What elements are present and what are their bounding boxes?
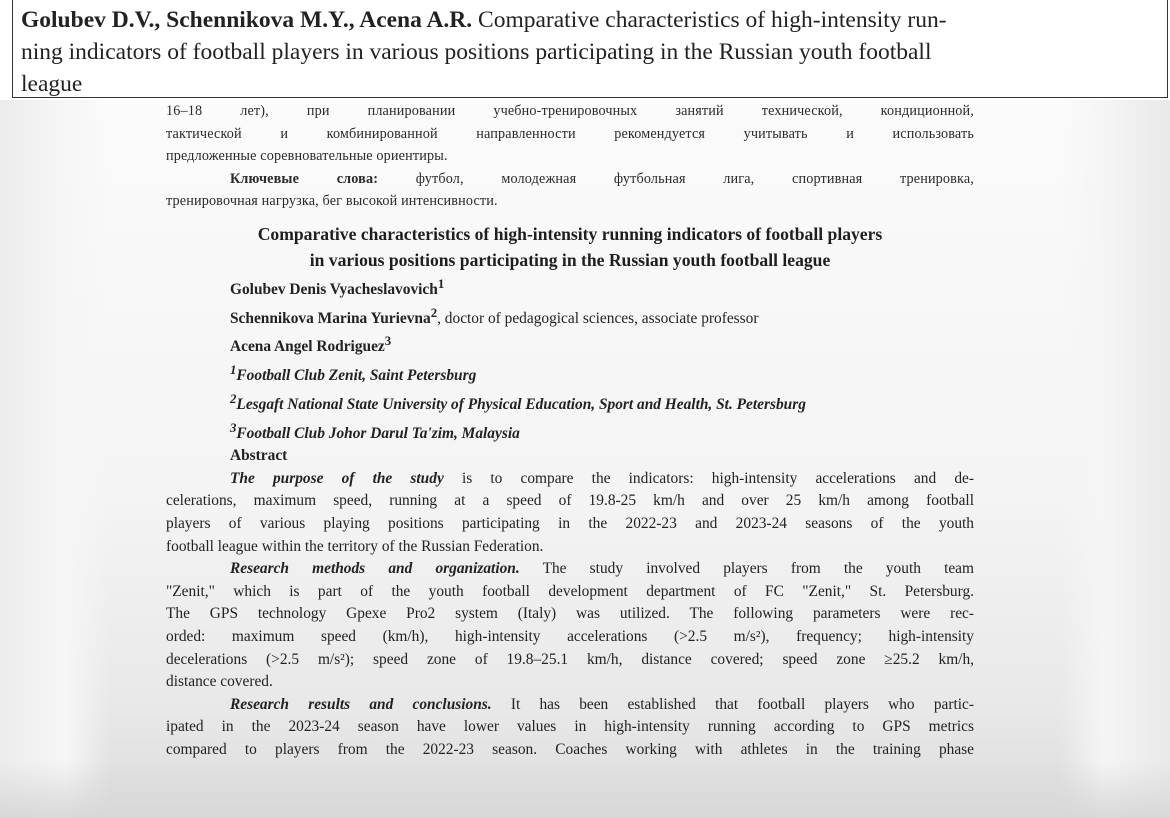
bottom-shadow	[0, 760, 1170, 818]
author-3	[230, 330, 974, 359]
purpose-text-1: is to compare the indicators: high-intensity accelerations and de-	[443, 469, 974, 487]
author-3-name: Acena Angel Rodriguez	[230, 338, 385, 356]
author-2-desc: , doctor of pedagogical sciences, associate professor	[437, 309, 759, 327]
purpose-line-2: celerations, maximum speed, running at a speed of 19.8-25 km/h and over 25 km/h among football	[166, 492, 974, 510]
author-1-name: Golubev Denis Vyacheslavovich	[230, 281, 438, 299]
left-shadow	[0, 100, 110, 818]
paper-title-line-1: Comparative characteristics of high-intensity running indicators of football players	[257, 223, 883, 244]
ru-keywords-label: Ключевые слова:	[230, 170, 379, 187]
paper-title-line-2: in various positions participating in the Russian youth football league	[309, 249, 831, 270]
affiliation-3	[230, 417, 974, 446]
author-2	[230, 302, 974, 331]
paper-title	[166, 221, 974, 273]
author-3-sup: 3	[384, 334, 392, 349]
caption-line-1	[21, 4, 1167, 36]
author-1-sup: 1	[437, 276, 445, 291]
results-label: Research results and conclusions.	[230, 695, 492, 713]
methods-line-1	[166, 558, 974, 581]
abstract-heading: Abstract	[230, 447, 288, 465]
caption-line-2: ning indicators of football players in various positions participating in the Russian youth football	[21, 39, 932, 65]
affiliation-2-text: Lesgaft National State University of Physical Education, Sport and Health, St. Petersburg	[236, 395, 806, 413]
purpose-label: The purpose of the study	[230, 469, 444, 487]
ru-keywords-line-2: тренировочная нагрузка, бег высокой интенсивности.	[166, 193, 498, 210]
methods-line-2: "Zenit," which is part of the youth football development department of FC "Zenit," St. Petersburg.	[166, 582, 974, 600]
paper-page	[166, 100, 974, 762]
affiliation-1	[230, 359, 974, 388]
methods-line-3: The GPS technology Gpexe Pro2 system (Italy) was utilized. The following parameters were rec-	[166, 605, 974, 623]
ru-abstract-line-1: 16–18 лет), при планировании учебно-тренировочных занятий технической, кондиционной,	[166, 103, 974, 119]
author-2-sup: 2	[430, 305, 438, 320]
methods-line-5: decelerations (>2.5 m/s²); speed zone of 19.8–25.1 km/h, distance covered; speed zone ≥25.2 km/h,	[166, 650, 974, 668]
ru-abstract-line-2: тактической и комбинированной направленности рекомендуется учитывать и использовать	[166, 125, 974, 142]
methods-label: Research methods and organization.	[230, 560, 520, 578]
results-text-1: It has been established that football players who partic-	[491, 695, 974, 713]
purpose-line-1	[166, 468, 974, 491]
methods-text-1: The study involved players from the youth team	[519, 560, 974, 578]
results-line-2: ipated in the 2023-24 season have lower values in high-intensity running according to GPS metrics	[166, 718, 974, 736]
results-line-3: compared to players from the 2022-23 season. Coaches working with athletes in the training phase	[166, 741, 974, 758]
author-2-name: Schennikova Marina Yurievna	[230, 309, 431, 327]
ru-keywords	[166, 168, 974, 191]
article-caption-box	[12, 0, 1168, 98]
caption-title-part1: Comparative characteristics of high-intensity run-	[472, 7, 947, 33]
affiliation-3-sup: 3	[230, 420, 237, 435]
affiliation-2-sup: 2	[230, 391, 237, 406]
ru-abstract-line-3: предложенные соревновательные ориентиры.	[166, 148, 448, 165]
affiliation-2	[230, 388, 974, 417]
author-1	[230, 273, 974, 302]
affiliation-1-sup: 1	[230, 363, 237, 378]
caption-line-3: league	[21, 71, 83, 97]
author-block	[166, 273, 974, 468]
methods-line-6: distance covered.	[166, 673, 273, 691]
affiliation-1-text: Football Club Zenit, Saint Petersburg	[236, 367, 477, 385]
methods-line-4: orded: maximum speed (km/h), high-intensity accelerations (>2.5 m/s²), frequency; high-intensity	[166, 628, 974, 646]
ru-keywords-text: футбол, молодежная футбольная лига, спортивная тренировка,	[378, 170, 974, 187]
right-shadow	[1060, 100, 1170, 818]
purpose-line-3: players of various playing positions participating in the 2022-23 and 2023-24 seasons of the youth	[166, 515, 974, 533]
affiliation-3-text: Football Club Johor Darul Ta'zim, Malaysia	[236, 424, 520, 442]
purpose-line-4: football league within the territory of the Russian Federation.	[166, 537, 544, 555]
caption-authors: Golubev D.V., Schennikova M.Y., Acena A.R.	[21, 7, 473, 33]
results-line-1	[166, 694, 974, 717]
